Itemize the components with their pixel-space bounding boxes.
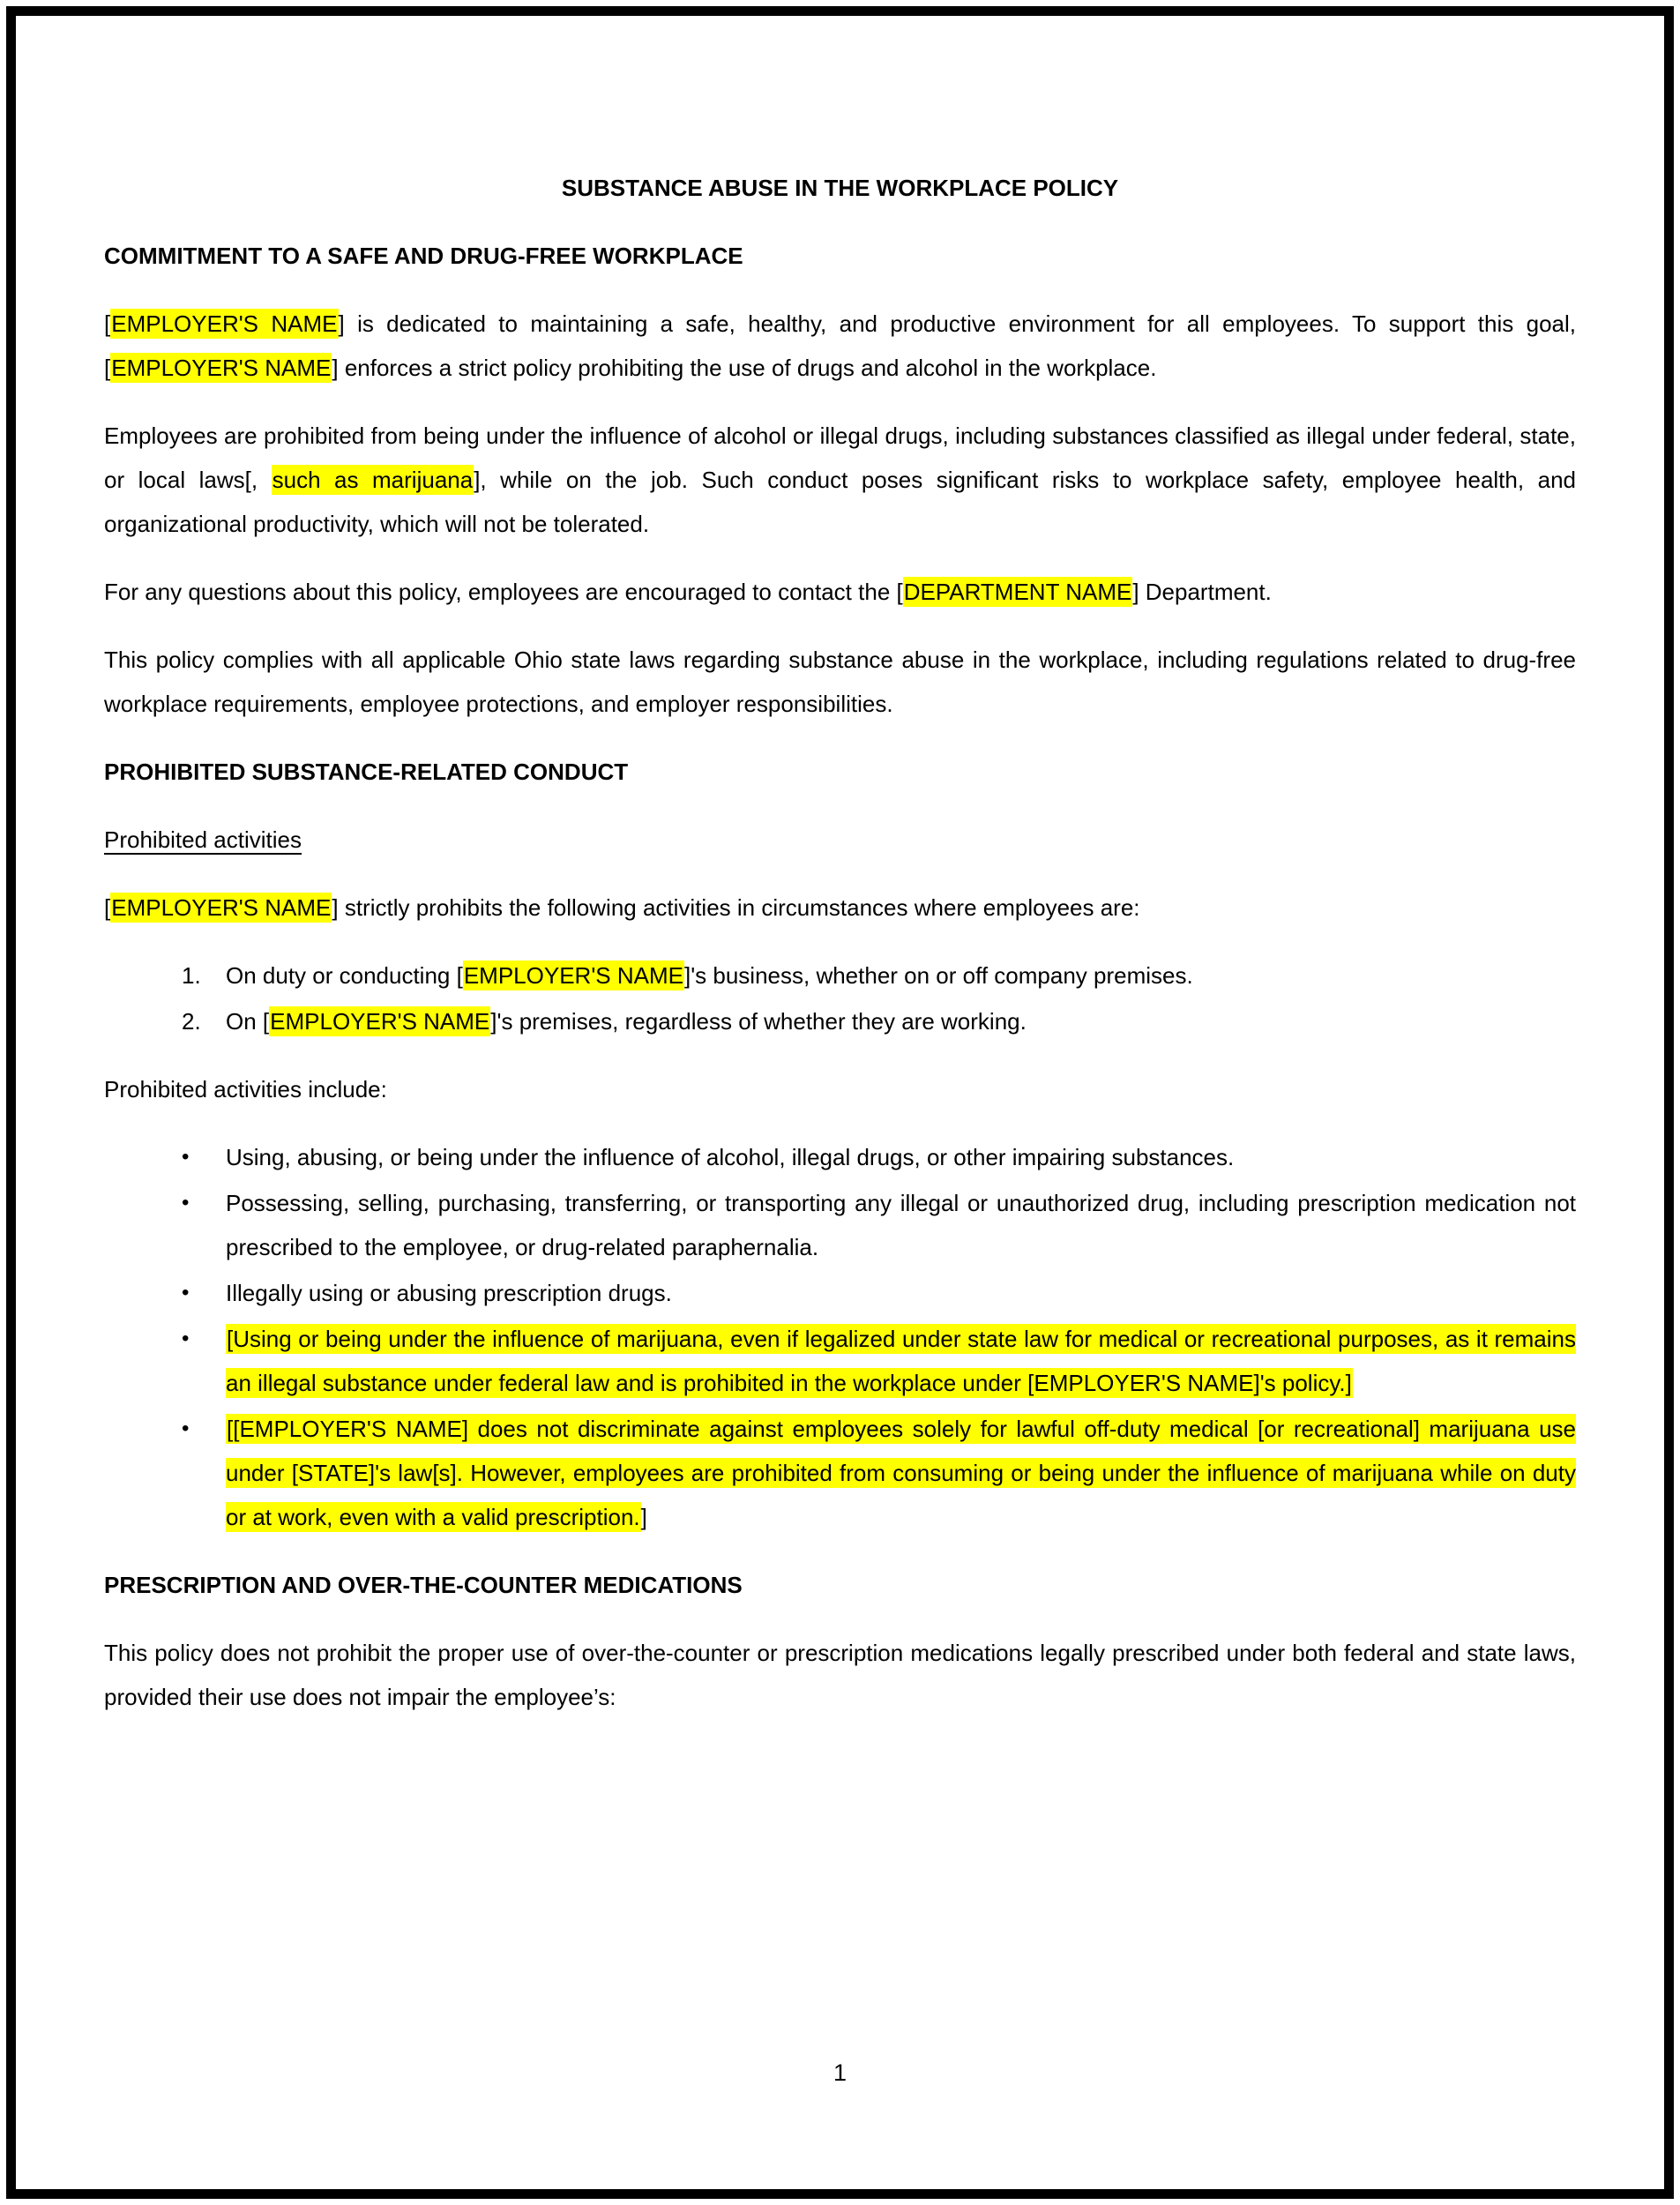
text-run: Prohibited activities include: bbox=[104, 1076, 387, 1102]
text-run: ] bbox=[640, 1504, 647, 1530]
paragraph-strictly-prohibits bbox=[104, 886, 1576, 930]
bullet-list bbox=[104, 1135, 1576, 1539]
highlighted-placeholder-text: [Using or being under the influence of marijuana, even if legalized under state law for medical or recreational purposes, as it remains an illegal substance under federal law and is prohibited in the workplace under [EMPLOYER'S NAME]'s policy.] bbox=[226, 1326, 1576, 1396]
bullet-icon: • bbox=[182, 1327, 190, 1350]
text-run: ]'s premises, regardless of whether they are working. bbox=[490, 1008, 1027, 1035]
list-item bbox=[104, 1407, 1576, 1539]
list-item-text bbox=[226, 1181, 1576, 1269]
text-run: ] is dedicated to maintaining a safe, healthy, and productive environment for all employees. To support this goal, [ bbox=[104, 310, 1576, 381]
paragraph-questions bbox=[104, 570, 1576, 614]
text-run: Illegally using or abusing prescription drugs. bbox=[226, 1280, 672, 1306]
text-run: ] enforces a strict policy prohibiting the use of drugs and alcohol in the workplace. bbox=[332, 355, 1157, 381]
list-number: 1. bbox=[182, 962, 201, 989]
paragraph-compliance bbox=[104, 638, 1576, 726]
document-title: SUBSTANCE ABUSE IN THE WORKPLACE POLICY bbox=[561, 175, 1119, 201]
highlighted-placeholder-text: DEPARTMENT NAME bbox=[903, 579, 1132, 605]
highlighted-placeholder-text: EMPLOYER'S NAME bbox=[463, 962, 683, 989]
list-item bbox=[104, 1181, 1576, 1269]
list-item bbox=[104, 1135, 1576, 1179]
page-number: 1 bbox=[833, 2059, 847, 2086]
highlighted-placeholder-text: EMPLOYER'S NAME bbox=[111, 310, 338, 337]
heading-commitment: COMMITMENT TO A SAFE AND DRUG-FREE WORKPLACE bbox=[104, 243, 743, 269]
text-run: On [ bbox=[226, 1008, 270, 1035]
highlighted-placeholder-text: EMPLOYER'S NAME bbox=[270, 1008, 490, 1035]
list-item-text bbox=[226, 953, 1576, 998]
paragraph-influence bbox=[104, 414, 1576, 546]
bullet-icon: • bbox=[182, 1281, 190, 1304]
text-run: This policy does not prohibit the proper use of over-the-counter or prescription medications legally prescribed under both federal and state laws, provided their use does not impair the employee’s: bbox=[104, 1640, 1576, 1710]
highlighted-placeholder-text: [[EMPLOYER'S NAME] does not discriminate against employees solely for lawful off-duty medical [or recreational] marijuana use under [STATE]'s law[s]. However, employees are prohibited from consuming or being under the influence of marijuana while on duty or at work, even with a valid prescription. bbox=[226, 1416, 1576, 1530]
list-item-text bbox=[226, 1271, 1576, 1315]
paragraph-medications bbox=[104, 1631, 1576, 1719]
list-item-text bbox=[226, 999, 1576, 1043]
text-run: [ bbox=[104, 894, 111, 921]
text-run: Employees are prohibited from being under the influence of alcohol or illegal drugs, including substances classified as illegal under federal, state, or local laws[, bbox=[104, 422, 1576, 493]
text-run: [ bbox=[104, 310, 111, 337]
text-run: ]'s business, whether on or off company premises. bbox=[683, 962, 1193, 989]
bullet-icon: • bbox=[182, 1191, 190, 1215]
list-item bbox=[104, 953, 1576, 998]
bullet-icon: • bbox=[182, 1416, 190, 1440]
list-item bbox=[104, 1317, 1576, 1405]
text-run: ], while on the job. Such conduct poses significant risks to workplace safety, employee health, and organizational productivity, which will not be tolerated. bbox=[104, 467, 1576, 537]
list-number: 2. bbox=[182, 1008, 201, 1035]
list-item-text bbox=[226, 1407, 1576, 1539]
paragraph-activities-include bbox=[104, 1067, 1576, 1111]
subheading-prohibited-activities: Prohibited activities bbox=[104, 826, 302, 853]
highlighted-placeholder-text: EMPLOYER'S NAME bbox=[111, 894, 332, 921]
text-run: This policy complies with all applicable Ohio state laws regarding substance abuse in the workplace, including regulations related to drug-free workplace requirements, employee protections, and employer responsibilities. bbox=[104, 647, 1576, 717]
heading-medications: PRESCRIPTION AND OVER-THE-COUNTER MEDICATIONS bbox=[104, 1572, 743, 1598]
text-run: Possessing, selling, purchasing, transferring, or transporting any illegal or unauthorized drug, including prescription medication not prescribed to the employee, or drug-related paraphernalia. bbox=[226, 1190, 1576, 1260]
paragraph-dedication bbox=[104, 302, 1576, 390]
text-run: Using, abusing, or being under the influence of alcohol, illegal drugs, or other impairing substances. bbox=[226, 1144, 1235, 1170]
text-run: On duty or conducting [ bbox=[226, 962, 463, 989]
text-run: For any questions about this policy, employees are encouraged to contact the [ bbox=[104, 579, 903, 605]
list-item bbox=[104, 1271, 1576, 1315]
bullet-icon: • bbox=[182, 1145, 190, 1169]
numbered-list bbox=[104, 953, 1576, 1043]
text-run: ] strictly prohibits the following activities in circumstances where employees are: bbox=[332, 894, 1140, 921]
list-item-text bbox=[226, 1135, 1576, 1179]
text-run: ] Department. bbox=[1132, 579, 1272, 605]
list-item bbox=[104, 999, 1576, 1043]
highlighted-placeholder-text: EMPLOYER'S NAME bbox=[111, 355, 332, 381]
highlighted-placeholder-text: such as marijuana bbox=[272, 467, 474, 493]
list-item-text bbox=[226, 1317, 1576, 1405]
heading-prohibited-conduct: PROHIBITED SUBSTANCE-RELATED CONDUCT bbox=[104, 759, 629, 785]
